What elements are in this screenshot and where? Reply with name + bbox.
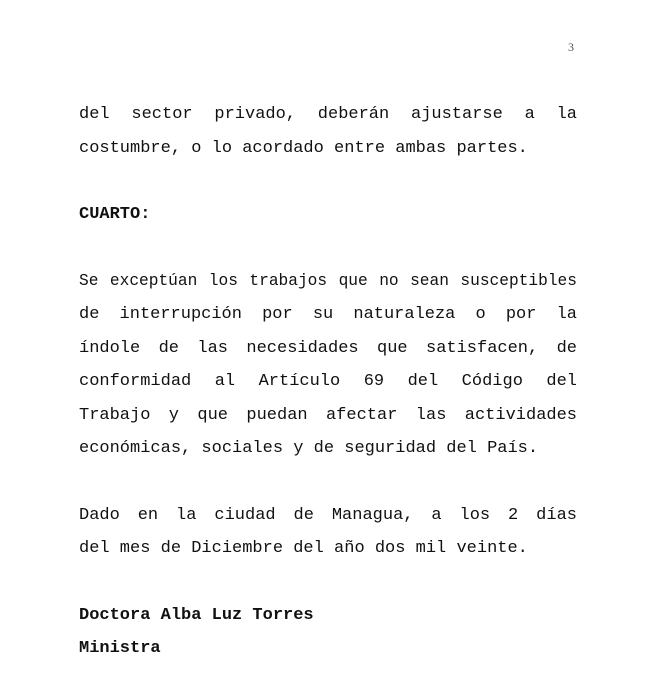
text-line: índole de las necesidades que satisfacen, de: [79, 338, 577, 358]
signature-name: Doctora Alba Luz Torres: [79, 605, 314, 625]
text-line: conformidad al Artículo 69 del Código del: [79, 372, 577, 391]
text-line: Dado en la ciudad de Managua, a los 2 días: [79, 505, 577, 525]
text-line: del sector privado, deberán ajustarse a la: [79, 105, 577, 124]
paragraph-sector-privado: [79, 98, 577, 165]
text-line: costumbre, o lo acordado entre ambas partes.: [79, 138, 528, 158]
text-line: Se exceptúan los trabajos que no sean susceptibles: [79, 271, 577, 290]
text-line: del mes de Diciembre del año dos mil veinte.: [79, 539, 528, 558]
page-number: 3: [568, 40, 574, 54]
paragraph-excepciones: [79, 265, 577, 466]
text-line: Trabajo y que puedan afectar las actividades: [79, 405, 577, 425]
paragraph-dado-en-managua: [79, 499, 577, 566]
text-line: económicas, sociales y de seguridad del País.: [79, 439, 539, 458]
text-line: de interrupción por su naturaleza o por la: [79, 305, 577, 324]
signature-title: Ministra: [79, 639, 161, 658]
section-heading-cuarto: CUARTO:: [79, 205, 151, 224]
document-body: [79, 98, 577, 666]
